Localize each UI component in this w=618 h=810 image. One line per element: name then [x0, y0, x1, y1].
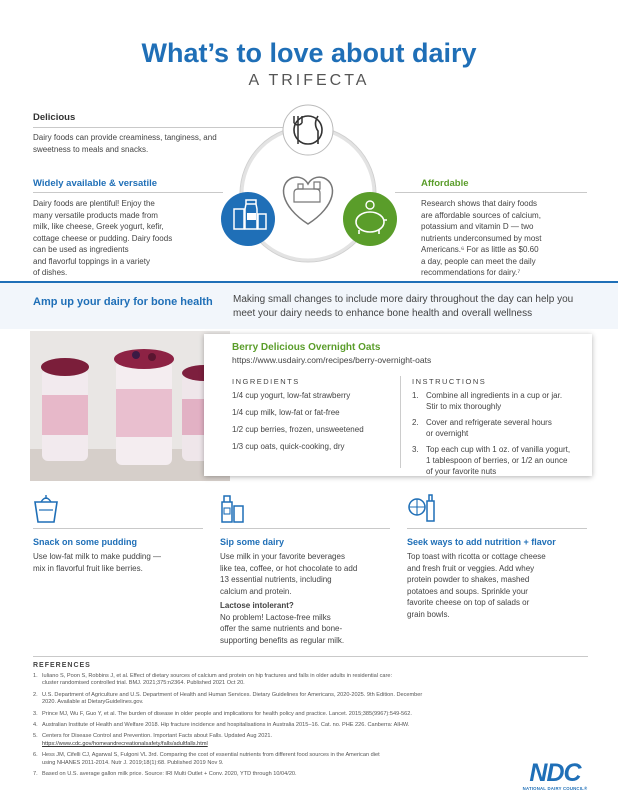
ingredients-label: INGREDIENTS — [232, 377, 300, 386]
piggy-bank-icon — [343, 192, 397, 246]
list-item: 1/2 cup berries, frozen, unsweetened — [232, 425, 364, 434]
list-item: 1. Combine all ingredients in a cup or jar. Stir to mix thoroughly — [412, 391, 563, 411]
ingredients-list — [232, 390, 392, 452]
versatile-text: Dairy foods are plentiful! Enjoy the many versatile products made from milk, like cheese, Greek yogurt, kefir, cottage cheese or pudding. Dairy foods can be used as ingredients and flavorful toppings in a variety of dishes. — [33, 199, 173, 277]
divider — [400, 376, 401, 468]
plate-utensils-icon — [283, 105, 333, 155]
divider — [220, 528, 390, 529]
instructions-list — [412, 390, 587, 477]
list-item: 3. Prince MJ, Wu F, Guo Y, et al. The burden of disease in older people and implications for health policy and practice. Lancet. 2015;385(9967):549-562. — [33, 710, 412, 717]
milk-carton-icon — [220, 494, 246, 524]
list-item: 4. Australian Institute of Health and Welfare 2018. Hip fracture incidence and hospitalisations in Australia 2015–16. Cat. no. PHE 226. Canberra: AIHW. — [33, 722, 410, 729]
list-item: 3. Top each cup with 1 oz. of vanilla yogurt, 1 tablespoon of berries, or 1/2 an ounce of your favorite nuts — [412, 445, 571, 476]
ndc-logo — [520, 760, 590, 791]
band-title: Amp up your dairy for bone health — [33, 296, 213, 308]
list-item: 2. Cover and refrigerate several hours or overnight — [412, 418, 552, 438]
affordable-heading: Affordable — [421, 178, 469, 189]
logo-name: NATIONAL DAIRY COUNCIL® — [522, 786, 588, 791]
tip-text: Use low-fat milk to make pudding — mix in flavorful fruit like berries. — [33, 552, 162, 573]
reference-link[interactable]: https://www.cdc.gov/homeandrecreationalsafety/falls/adultfalls.html — [42, 740, 208, 747]
recipe-url-link[interactable]: https://www.usdairy.com/recipes/berry-overnight-oats — [232, 355, 432, 365]
references-label: REFERENCES — [33, 662, 91, 669]
tip-text: Top toast with ricotta or cottage cheese and fresh fruit or veggies. Add whey protein powder to shakes, mashed potatoes and soups. Sprinkle your favorite cheese on top of salads or grain bowls. — [407, 552, 546, 619]
references-list — [33, 673, 503, 778]
divider — [0, 281, 618, 283]
tip-title: Seek ways to add nutrition + flavor — [407, 537, 556, 547]
divider — [395, 192, 587, 193]
delicious-text: Dairy foods can provide creaminess, tanginess, and sweetness to meals and snacks. — [33, 133, 217, 154]
food-nutrition-icon — [407, 491, 437, 523]
page-subtitle: A TRIFECTA — [248, 72, 370, 89]
band-text: Making small changes to include more dairy throughout the day can help you meet your dairy needs to enhance bone health and overall wellness — [233, 294, 574, 319]
tip-subheading: Lactose intolerant? — [220, 601, 294, 610]
tip-title: Snack on some pudding — [33, 537, 138, 547]
list-item: 1/4 cup milk, low-fat or fat-free — [232, 408, 340, 417]
delicious-heading: Delicious — [33, 112, 76, 123]
list-item: 7. Based on U.S. average gallon milk price. Source: IRI Multi Outlet + Conv. 2020, YTD through 10/04/20. — [33, 771, 297, 778]
divider — [33, 192, 223, 193]
list-item: 1/4 cup yogurt, low-fat strawberry — [232, 391, 351, 400]
overnight-oats-photo — [30, 331, 230, 481]
list-item: 2. U.S. Department of Agriculture and U.S. Department of Health and Human Services. Dietary Guidelines for Americans, 2020-2025. 9th Edition. December 2020. Available at DietaryGuidelines.gov. — [33, 691, 423, 706]
heart-icon — [284, 177, 333, 224]
tip-title: Sip some dairy — [220, 537, 285, 547]
divider — [33, 528, 203, 529]
trifecta-graphic — [210, 96, 410, 272]
list-item: 5. Centers for Disease Control and Prevention. Important Facts about Falls. Updated Aug 2021. https://www.cdc.gov/homeandrecreationalsafety/falls/adultfalls.html — [33, 733, 273, 747]
versatile-heading: Widely available & versatile — [33, 178, 158, 189]
page-title: What’s to love about dairy — [141, 38, 477, 68]
list-item: 1. Iuliano S, Poon S, Robbins J, et al. Effect of dietary sources of calcium and protein on hip fractures and falls in older adults in residential care: cluster randomised controlled trial. BMJ. 2021;375:n2364. Published 2021 Oct 20. — [33, 673, 393, 687]
instructions-label: INSTRUCTIONS — [412, 377, 487, 386]
affordable-text: Research shows that dairy foods are affordable sources of calcium, potassium and vitamin D — two nutrients underconsumed by most Americans.⁶ For as little as $0.60 a day, people can meet the daily recommendations for dairy.⁷ — [421, 199, 542, 277]
divider — [33, 656, 588, 657]
pudding-cup-icon — [33, 494, 59, 524]
divider — [407, 528, 587, 529]
list-item: 6. Hess JM, Cifelli CJ, Agarwal S, Fulgoni VL 3rd. Comparing the cost of essential nutrients from different food sources in the American diet using NHANES 2011-2014. Nutr J. 2019;18(1):68. Published 2019 Nov 9. — [33, 752, 380, 766]
logo-mark: NDC — [529, 759, 581, 787]
tip-text: Use milk in your favorite beverages like tea, coffee, or hot chocolate to add 13 essential nutrients, including calcium and protein. Lactose intolerant? No problem! Lactose-free milks offer the same nutrients and bone- supporting benefits as regular milk. — [220, 551, 400, 646]
dairy-products-icon — [221, 192, 275, 246]
list-item: 1/3 cup oats, quick-cooking, dry — [232, 442, 345, 451]
recipe-title: Berry Delicious Overnight Oats — [232, 342, 381, 353]
